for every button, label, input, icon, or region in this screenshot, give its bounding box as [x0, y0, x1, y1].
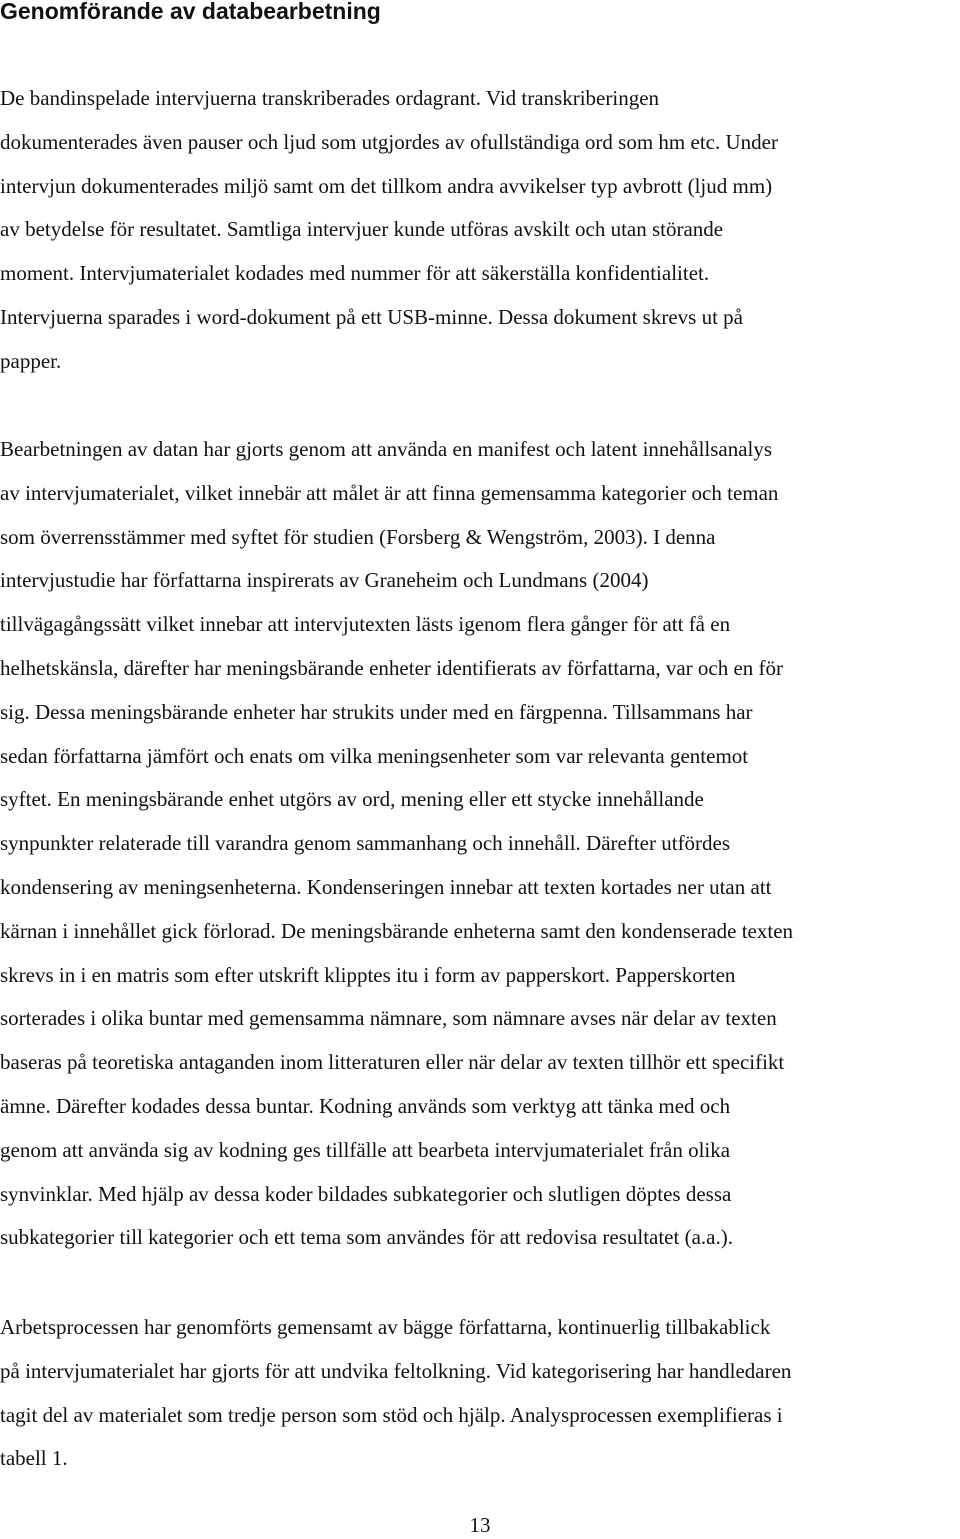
paragraph-line: syftet. En meningsbärande enhet utgörs av ord, mening eller ett stycke innehållande [0, 787, 704, 812]
paragraph-line: sorterades i olika buntar med gemensamma nämnare, som nämnare avses när delar av texten [0, 1006, 777, 1031]
paragraph-line: dokumenterades även pauser och ljud som utgjordes av ofullständiga ord som hm etc. Under [0, 129, 778, 154]
paragraph-line: tabell 1. [0, 1446, 68, 1471]
paragraph-work-process [0, 1306, 960, 1481]
paragraph-line: som överrensstämmer med syftet för studien (Forsberg & Wengström, 2003). I denna [0, 524, 716, 549]
page-number: 13 [469, 1513, 491, 1537]
paragraph-line: skrevs in i en matris som efter utskrift klipptes itu i form av papperskort. Papperskorten [0, 962, 736, 987]
paragraph-line: Intervjuerna sparades i word-dokument på ett USB-minne. Dessa dokument skrevs ut på [0, 304, 743, 329]
paragraph-line: av betydelse för resultatet. Samtliga intervjuer kunde utföras avskilt och utan störande [0, 217, 724, 242]
paragraph-line: synvinklar. Med hjälp av dessa koder bildades subkategorier och slutligen döptes dessa [0, 1181, 732, 1206]
section-heading: Genomförande av databearbetning [0, 0, 381, 24]
paragraph-line: Arbetsprocessen har genomförts gemensamt av bägge författarna, kontinuerlig tillbakablick [0, 1315, 771, 1339]
paragraph-line: tillvägagångssätt vilket innebar att intervjutexten lästs igenom flera gånger för att få en [0, 612, 731, 637]
paragraph-line: subkategorier till kategorier och ett tema som användes för att redovisa resultatet (a.a.). [0, 1225, 733, 1250]
paragraph-data-processing [0, 77, 960, 384]
paragraph-line: av intervjumaterialet, vilket innebär att målet är att finna gemensamma kategorier och teman [0, 480, 779, 505]
paragraph-line: helhetskänsla, därefter har meningsbärande enheter identifierats av författarna, var och en för [0, 655, 784, 680]
paragraph-line: kondensering av meningsenheterna. Kondenseringen innebar att texten kortades ner utan att [0, 874, 772, 899]
paragraph-line: intervjustudie har författarna inspirerats av Graneheim och Lundmans (2004) [0, 568, 649, 593]
paragraph-line: kärnan i innehållet gick förlorad. De meningsbärande enheterna samt den kondenserade texten [0, 918, 794, 943]
paragraph-line: genom att använda sig av kodning ges tillfälle att bearbeta intervjumaterialet från olika [0, 1137, 731, 1162]
paragraph-line: på intervjumaterialet har gjorts för att undvika feltolkning. Vid kategorisering har handledaren [0, 1358, 792, 1383]
paragraph-line: De bandinspelade intervjuerna transkriberades ordagrant. Vid transkriberingen [0, 86, 660, 110]
paragraph-line: ämne. Därefter kodades dessa buntar. Kodning används som verktyg att tänka med och [0, 1093, 731, 1118]
paragraph-line: intervjun dokumenterades miljö samt om det tillkom andra avvikelser typ avbrott (ljud mm) [0, 173, 773, 198]
paragraph-line: Bearbetningen av datan har gjorts genom att använda en manifest och latent innehållsanalys [0, 437, 773, 461]
paragraph-line: papper. [0, 348, 62, 373]
paragraph-line: sig. Dessa meningsbärande enheter har strukits under med en färgpenna. Tillsammans har [0, 699, 753, 724]
paragraph-content-analysis [0, 428, 960, 1260]
paragraph-line: synpunkter relaterade till varandra genom sammanhang och innehåll. Därefter utfördes [0, 831, 731, 856]
paragraph-line: tagit del av materialet som tredje person som stöd och hjälp. Analysprocessen exemplifieras i [0, 1402, 783, 1427]
paragraph-line: moment. Intervjumaterialet kodades med nummer för att säkerställa konfidentialitet. [0, 261, 710, 286]
paragraph-line: baseras på teoretiska antaganden inom litteraturen eller när delar av texten tillhör ett specifikt [0, 1050, 785, 1075]
paragraph-line: sedan författarna jämfört och enats om vilka meningsenheter som var relevanta gentemot [0, 743, 749, 768]
